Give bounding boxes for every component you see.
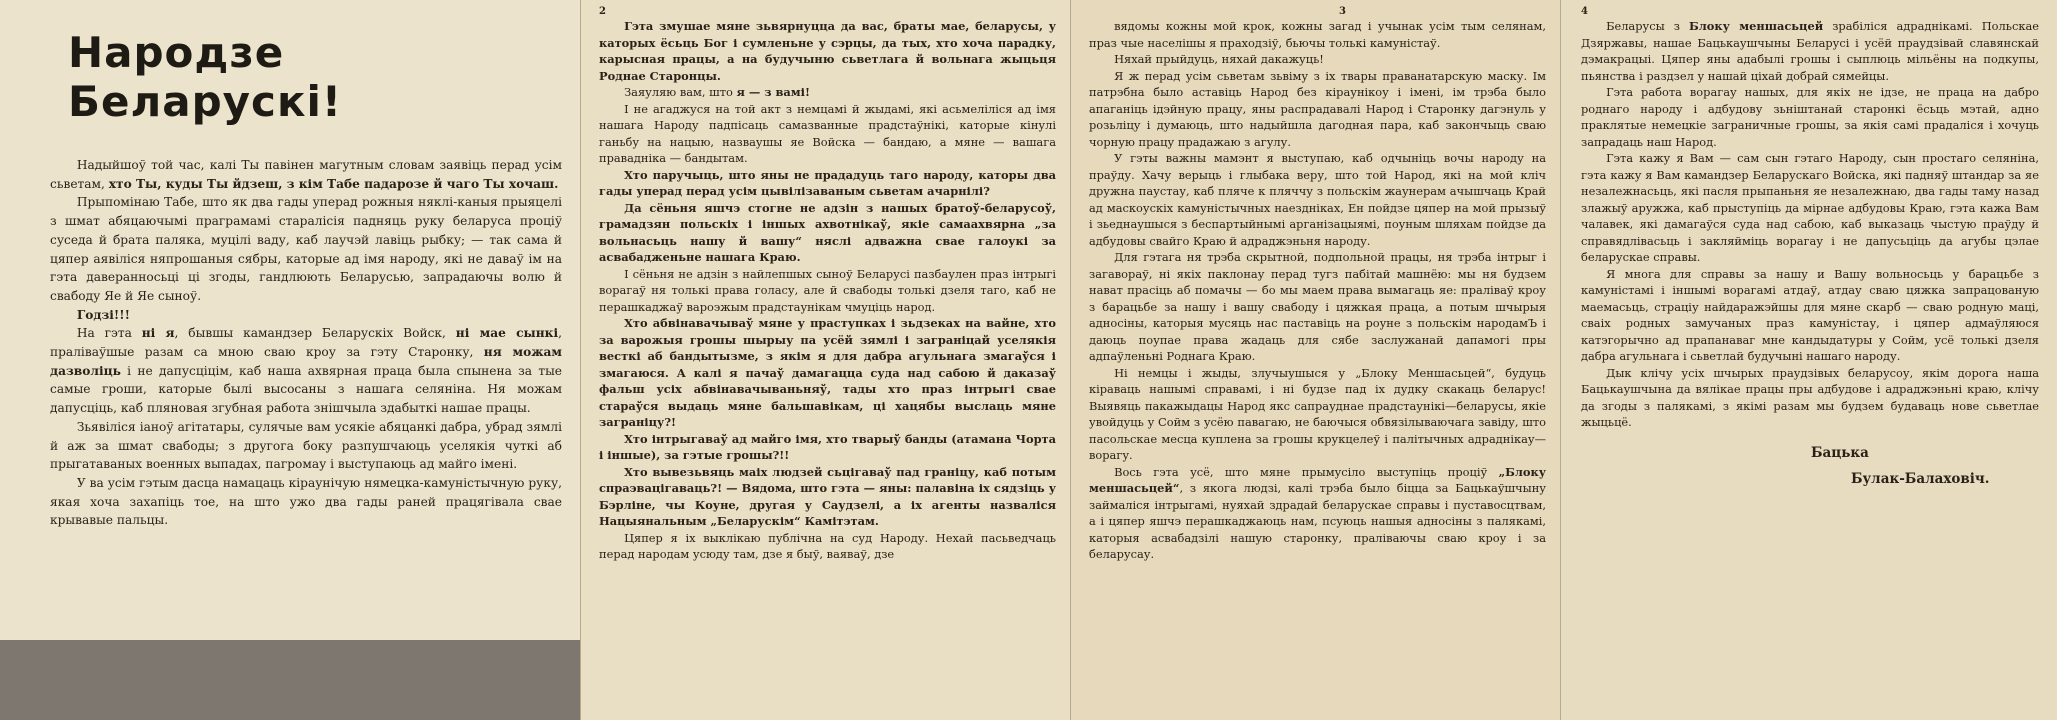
paragraph [50,156,562,193]
paragraph [1089,51,1546,68]
text-run: ні мае сынкі [455,326,559,341]
paragraph [1089,18,1546,51]
text-run: Дык клічу усіх шчырых праудзівых беларусоу, якім дорога наша Бацькаушчына да вялікае працы пры адбудове і адраджэньні краю, клічу да згоды з палякамі, з якімі разам мы будзем будаваць нове сьветлае жыцьцё. [1581,365,2039,429]
page-title: Народзе Беларускі! [68,28,342,126]
paragraph [50,193,562,305]
paragraph [599,18,1056,84]
paragraph [599,315,1056,431]
paragraph [1089,365,1546,464]
text-run: Прыпомінаю Табе, што як два гады уперад рожныя няклі-каныя прыяцелі з шмат абяцаючымі праграмамі старалісія падняць руку беларуса проціў суседа й брата паляка, муцілі ваду, каб лаучэй лавіць рыбку; — так сама й цяпер аявіліся няпрошаныя сябры, каторые ад імя народу, які не даваў ім на гэта даверанносьці ці згоды, гандлюють Беларусью, запрадаючы волю й свабоду Яе й Яе сыноў. [50,195,562,303]
paragraph [599,431,1056,464]
text-run: Цяпер я іх выклікаю публічна на суд Народу. Нехай пасьведчаць перад народам усюду там, дзе я быў, ваяваў, дзе [599,530,1056,561]
paragraph [1089,150,1546,249]
paragraph [1089,249,1546,365]
paragraph [599,266,1056,316]
paragraph [599,200,1056,266]
text-run: Ні немцы і жыды, злучыушыся у „Блоку Меншасьцей“, будуць кіраваць нашымі справамі, і ні будзе пад іх дудку скакаць беларус! Выявяць пакажыдацы Народ якс сапрауднае прадстаунікі—беларусы, якіе увойдуць у Сойм з усёю павагаю, не баючыся обвязілываючага завіду, што пасольскае месца куплена за грошы крукцелеў і палітычных адраднікау—ворагу. [1089,365,1546,462]
text-run: І не агаджуся на той акт з немцамі й жыдамі, які асьмеліліся ад імя нашага Народу падпісаць самазванные прадстаўнікі, каторые кінулі ганьбу на нацыю, назваушы яе Войска — бандаю, а мяне — вашага праваднікa — бандытам. [599,101,1056,165]
paragraph [1089,464,1546,563]
text-run: і не дапусціцім, каб наша ахвярная праца была спынена за тые самые гроши, каторые былі высосаны з нашага селяніна. Ня можам дапусціць, каб пляновая згубная работа знішчыла здабыткі нашае працы. [50,363,562,416]
page-number: 2 [599,6,606,17]
text-run: На гэта [76,326,142,341]
page-number: 3 [1339,6,1346,17]
paragraph [1581,18,2039,84]
text-run: Хто вывезьвяць маіх людзей сьцігаваў пад граніцу, каб потым спраэвацігаваць?! — Вядома, што гэта — яны: палавіна іх сядзіць у Бэрліне, чы Коуне, другая у Саудзелі, а іх агенты назваліся Нацыянальным „Беларускім“ Камітэтам. [599,464,1056,528]
text-run: У гэты важны мамэнт я выступаю, каб одчыніць вочы народу на праўду. Хачу верыць і глыбака веру, што той Народ, які на мой кліч дружна паустау, каб пляче к пляччу з польскім жаунерам ачышчаць Край ад маскоускіх камуністычных наездніках, Ен пойдзе цяпер на мой прызыў і зьеднаушыся з беспартыйнымі арганізацыямі, поуным шляхам пойдзе да адбудовы свайго Краю й адраджэньня народу. [1089,151,1546,248]
paragraph [599,530,1056,563]
text-run: Для гэтага ня трэба скрытной, подпольной працы, ня трэба інтрыг і загавораў, ні якіх паклонау перад тугз пабітай машнёю: мы ня будзем нават прасіць аб помачы — бо мы маем права вымагаць яе: праліваў кроу з барацьбе за нашу і вашу свабоду і цяжкая праца, а потым шчырыя адносіны, каторыя мусяць нас паставіць на роуне з польскім народамЪ і даюць поупае права жадаць для сябе заслужанай дапамогі пры адпаўленьні Роднага Краю. [1089,250,1546,363]
page-1-text [50,156,562,530]
text-run: Годзі!!! [76,307,130,322]
text-run: „Блоку меншасьцей“ [1089,464,1546,495]
text-run: Вось гэта усё, што мяне прымусіло выступіць проціў [1114,464,1499,479]
page-1 [0,0,580,640]
text-run: Да сёньня яшчэ стогне не адзін з нашых братоў-беларусоў, грамадзян польскіх і іншых ахвотнікаў, якіе самаахвярна „за вольнасьць нашу й вашу“ няслі адважна свае галоукі за асвабадженьне нашага Краю. [599,200,1056,264]
paragraph [1089,68,1546,151]
paragraph [1581,150,2039,266]
text-run: Я многа для справы за нашу и Вашу вольносьць у барацьбе з камуністамі і іншымі ворагамі атдаў, атдау сваю цяжка запрацованую маемасьць, страціу найдаражэйшы для мяне скарб — сваю родную маці, сваіх родных замучаных праз камуністау, і цяпер адмаўляюся катэгорычно ад прапанаваг мне кандыдатуры у Сойм, усё толькі дзеля дабра агульнага і сьветлай будучыні нашаго народу. [1581,266,2039,363]
text-run: ня можам дазволіць [50,345,562,378]
paragraph [599,464,1056,530]
text-run: У ва усім гэтым дасца намацаць кіраунічую нямецка-камуністычную руку, якая хоча захапіць тое, на што ужо два гады раней працягівала свае крывавые пальцы. [50,475,562,528]
text-run: , праліваўшые разам са мною сваю кроу за гэту Старонку, [50,326,562,360]
paragraph [599,101,1056,167]
paragraph [50,474,562,530]
page-4-text [1581,18,2039,431]
text-run: я — з вамі! [736,85,810,99]
text-run: Гэта работа ворагау нашых, для якіх не ідзе, не праца на дабро роднаго народу і адбудову зьніштанай старонкі ёсьць мэтай, адно праклятые немецкіе заграничные грошы, за якія самі прадаліся і хочуць запрадаць наш Народ. [1581,85,2039,149]
page-number: 4 [1581,6,1588,17]
text-run: Хто паручыць, што яны не прададуць таго народу, каторы два гады уперад перад усім цывілізаваным сьветам ачарнілі? [599,167,1056,198]
text-run: Зьявіліся іаноў агітатары, сулячые вам усякіе абяцанкі дабра, убрад зямлі й аж за шмат свабоды; з другога боку разпушчаюць уселякія чуткі аб прыгатаваных военных выпадах, пагромау і выступаюць ад майго імені. [50,419,562,472]
signature-title: Бацька [1811,444,1869,461]
text-run: Беларусы з [1606,19,1689,33]
text-run: Надыйшоў той час, калі Ты павінен магутным словам заявіць перад усім сьветам, [50,158,562,191]
text-run: вядомы кожны мой крок, кожны загад і учынак усім тым селянам, праз чые населішы я праходзіў, бьючы толькі камуністаў. [1089,19,1546,50]
text-run: Няхай прыйдуць, няхай дакажуць! [1114,52,1324,66]
text-run: Гэта змушае мяне зьвярнуцца да вас, браты мае, беларусы, у каторых ёсьць Бог і сумленьне у сэрцы, да тых, хто хоча парадку, карысная працы, а на будучыню сьветлага й вольнага жыцьця Роднае Старонцы. [599,19,1056,83]
text-run: хто Ты, куды Ты йдзеш, з кім Табе падарозе й чаго Ты хочаш. [108,176,559,191]
text-run: , з якога людзі, калі трэба было біцца за Бацькаўшчыну займаліся інтрыгамі, нуяхай здрадай беларускае справы і пуставосцтвам, а і цяпер яшчэ перашкаджаюць нам, псуюць нашыя адносіны з палякамі, каторыя асвабадзілі нашую старонку, праліваючы сваю кроу і за беларусау. [1089,481,1546,561]
paragraph [1581,365,2039,431]
paragraph [50,418,562,474]
text-run: , бывшы камандзер Беларускіх Войск, [174,326,456,341]
text-run: зрабіліся адраднікамі. Польскае Дзяржавы, нашае Бацькаушчыны Беларусі і усёй праудзівай славянскай дэмакрацыі. Цяпер яны адабылі грошы і сыплюць мільёны на подкупы, пьянства і раздзел у нашай ціхай добрай сямейцы. [1581,19,2039,83]
gray-background-strip [0,640,580,720]
text-run: ні я [141,326,175,341]
text-run: Гэта кажу я Вам — сам сын гэтаго Народу, сын простаго селяніна, гэта кажу я Вам камандзер Беларускаго Войска, які падняў штандар за яе незалежнасьць, які пасля прыпаньня яе незалежнаю, два гады таму назад злажыў аружжа, каб прыступіць да мірнае адбудовы Краю, гэта кажа Вам чалавек, які дамагаўся суда над сабою, каб выказаць чыстую праўду й справядлівасьць і закляйміць ворагау і не дапусьціць да агубы цэлае беларускае справы. [1581,151,2039,264]
paragraph [599,167,1056,200]
page-3-text [1089,18,1546,563]
paragraph [50,306,562,325]
text-run: Хто інтрыгаваў ад майго імя, хто тварыў банды (атамана Чорта і іншые), за гэтые грошы?!! [599,431,1056,462]
paragraph [50,324,562,418]
text-run: Хто абвінавачываў мяне у праступках і зьдзеках на вайне, хто за варожыя грошы шырыу па усёй зямлі і заграніцай уселякія весткі аб бандытызме, з якім я для дабра агульнага змагаўся і змагаюся. А калі я пачаў дамагацца суда над сабою й даказаў фальш усіх абвінавачываньняў, тады хто праз інтрыгі свае стараўся выдаць мяне бальшавікам, ці хацябы выслаць мяне заграніцу?! [599,316,1056,429]
paragraph [599,84,1056,101]
page-2 [580,0,1070,720]
text-run: І сёньня не адзін з найлепшых сыноў Беларусі пазбаулен праз інтрыгі ворагаў ня толькі права голасу, але й свабоды толькі дзеля таго, каб не перашкаджаў вароэжым прадстаунікам чмуціць народ. [599,266,1056,314]
page-2-text [599,18,1056,563]
paragraph [1581,266,2039,365]
paragraph [1581,84,2039,150]
text-run: Я ж перад усім сьветам зьвіму з іх твары праванатарскую маску. Ім патрэбна было аставіць Народ без кіраунікоу і імені, ім трэба было апаганіць ідэйную працу, яны распрадавалі Народ і Старонку дагэнуль у розьліцу і думаюць, што надыйшла дагодная пара, каб закончыць сваю чорную працу прадажаю з агулу. [1089,68,1546,149]
text-run: Блоку меншасьцей [1688,19,1824,33]
signature-name: Булак-Балаховіч. [1851,470,1990,487]
page-3 [1070,0,1560,720]
page-4 [1560,0,2057,720]
text-run: Заяуляю вам, што [624,85,737,99]
